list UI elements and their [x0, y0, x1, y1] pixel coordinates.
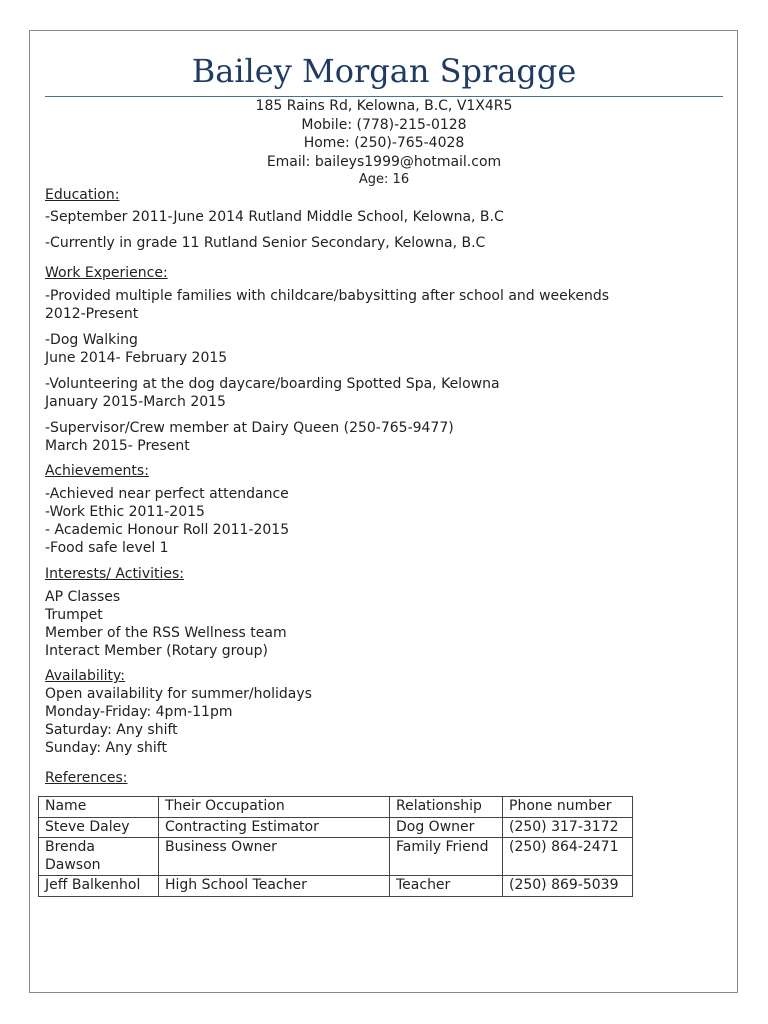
education-item-text: -Currently in grade 11 Rutland Senior Secondary, Kelowna, B.C [45, 235, 486, 251]
email: Email: baileys1999@hotmail.com [266, 153, 502, 170]
work-item-title: -Dog Walking [45, 332, 138, 348]
work-item-dates: March 2015- Present [45, 438, 190, 454]
interest-item: AP Classes [45, 589, 121, 605]
work-item [45, 331, 735, 367]
interests-list [45, 588, 735, 660]
references-heading-text: References: [45, 770, 128, 786]
education-item-text: -September 2011-June 2014 Rutland Middle School, Kelowna, B.C [45, 209, 504, 225]
achievement-item: -Achieved near perfect attendance [45, 486, 289, 502]
work-item [45, 287, 735, 323]
resume-name: Bailey Morgan Spragge [191, 52, 577, 90]
home-phone: Home: (250)-765-4028 [303, 135, 465, 151]
column-header: Their Occupation [159, 797, 390, 818]
column-header: Relationship [390, 797, 503, 818]
education-item [45, 208, 735, 226]
achievement-item: - Academic Honour Roll 2011-2015 [45, 522, 290, 538]
education-item [45, 234, 735, 252]
availability-item: Open availability for summer/holidays [45, 686, 312, 702]
achievement-item: -Food safe level 1 [45, 540, 169, 556]
age: Age: 16 [358, 172, 410, 187]
table-cell: (250) 864-2471 [503, 838, 633, 876]
work-item-title: -Provided multiple families with childcare/babysitting after school and weekends [45, 288, 610, 304]
column-header: Phone number [503, 797, 633, 818]
availability-list [45, 685, 735, 757]
interest-item: Member of the RSS Wellness team [45, 625, 287, 641]
table-cell: Contracting Estimator [159, 817, 390, 838]
availability-item: Monday-Friday: 4pm-11pm [45, 704, 233, 720]
work-item-title: -Volunteering at the dog daycare/boarding Spotted Spa, Kelowna [45, 376, 500, 392]
address: 185 Rains Rd, Kelowna, B.C, V1X4R5 [255, 98, 513, 114]
achievements-heading-text: Achievements: [45, 463, 149, 479]
work-item [45, 375, 735, 411]
references-table [38, 796, 633, 897]
work-item-dates: 2012-Present [45, 306, 139, 322]
interests-heading [45, 565, 735, 583]
table-cell: Business Owner [159, 838, 390, 876]
table-row [39, 817, 633, 838]
education-heading-text: Education: [45, 187, 120, 203]
achievements-heading [45, 462, 735, 480]
contact-info [0, 97, 768, 188]
table-cell: Family Friend [390, 838, 503, 876]
table-cell: (250) 317-3172 [503, 817, 633, 838]
education-heading [45, 186, 735, 204]
achievements-list [45, 485, 735, 557]
mobile-phone: Mobile: (778)-215-0128 [301, 116, 467, 133]
table-row [39, 838, 633, 876]
table-row [39, 876, 633, 897]
table-cell: Brenda Dawson [39, 838, 159, 876]
availability-heading [45, 667, 735, 685]
table-cell: Teacher [390, 876, 503, 897]
work-item-title: -Supervisor/Crew member at Dairy Queen (250-765-9477) [45, 420, 454, 436]
availability-heading-text: Availability: [45, 668, 126, 684]
interest-item: Trumpet [45, 607, 103, 623]
work-heading-text: Work Experience: [45, 265, 168, 281]
table-cell: Jeff Balkenhol [39, 876, 159, 897]
achievement-item: -Work Ethic 2011-2015 [45, 504, 205, 520]
column-header: Name [39, 797, 159, 818]
work-heading [45, 264, 735, 282]
table-cell: Dog Owner [390, 817, 503, 838]
interest-item: Interact Member (Rotary group) [45, 643, 268, 659]
work-item [45, 419, 735, 455]
table-cell: (250) 869-5039 [503, 876, 633, 897]
work-item-dates: June 2014- February 2015 [45, 350, 228, 366]
table-cell: Steve Daley [39, 817, 159, 838]
table-header-row [39, 797, 633, 818]
work-item-dates: January 2015-March 2015 [45, 394, 226, 410]
availability-item: Sunday: Any shift [45, 740, 167, 756]
availability-item: Saturday: Any shift [45, 722, 178, 738]
references-heading [45, 769, 735, 787]
table-cell: High School Teacher [159, 876, 390, 897]
interests-heading-text: Interests/ Activities: [45, 566, 184, 582]
